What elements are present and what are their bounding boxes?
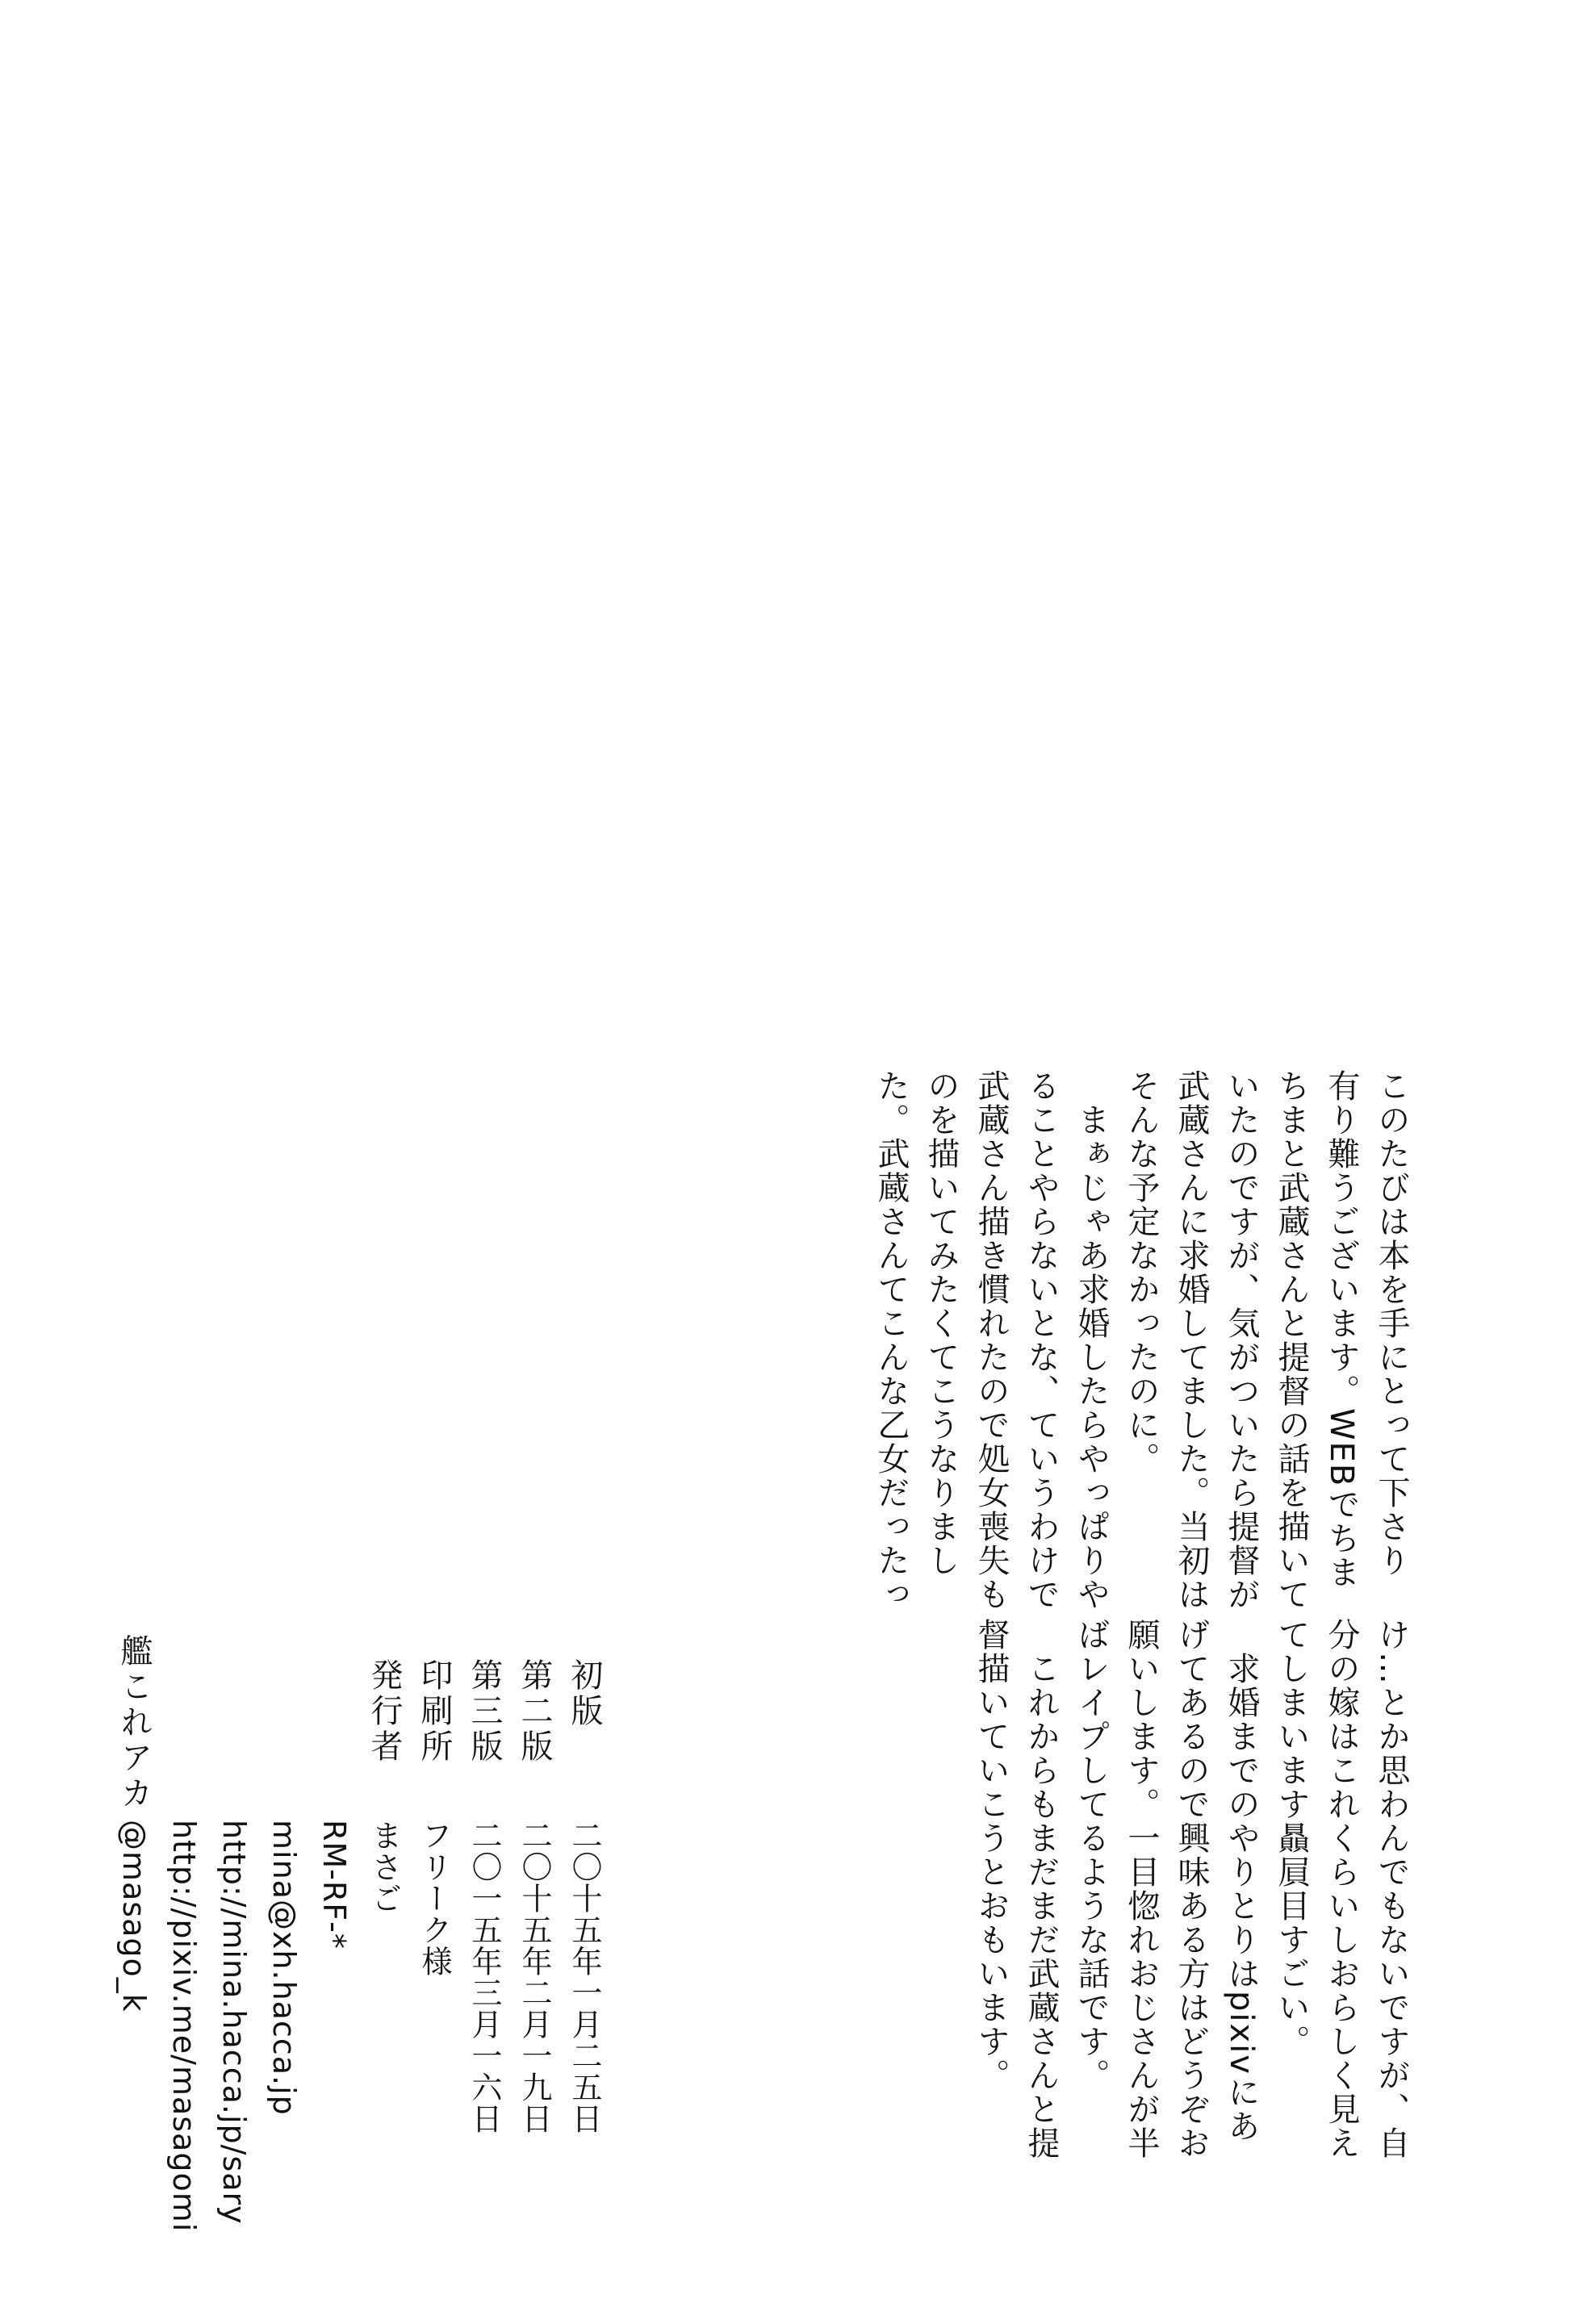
afterword-line: 願いします。一目惚れおじさんが半 — [1123, 1618, 1160, 2160]
publisher-label: 発行者 — [366, 1658, 403, 1765]
printer-value: フリーク様 — [416, 1820, 452, 1977]
afterword-line: ばレイプしてるような話です。 — [1073, 1618, 1110, 2092]
afterword-line: け…とか思わんでもないですが、自 — [1373, 1618, 1410, 2160]
afterword-line: 督描いていこうとおもいます。 — [973, 1618, 1010, 2092]
afterword-line: 求婚までのやりとりはpixivにあ — [1223, 1618, 1260, 2143]
circle-name: RM-RF-* — [316, 1820, 352, 1950]
email-address: mina@xh.hacca.jp — [266, 1820, 302, 2116]
afterword-line: ることやらないとな、ていうわけで — [1023, 1069, 1060, 1611]
first-edition-label: 初版 — [566, 1658, 603, 1729]
afterword-line: いたのですが、気がついたら提督が — [1223, 1069, 1260, 1611]
site-url: http://mina.hacca.jp/sary — [216, 1820, 252, 2225]
second-edition-date: 二〇十五年二月一九日 — [517, 1820, 552, 2134]
third-edition-date: 二〇一五年三月一六日 — [466, 1820, 502, 2134]
book-title: 艦これアカ — [115, 1634, 153, 1812]
afterword-line: 武蔵さんに求婚してました。当初は — [1173, 1069, 1210, 1611]
pixiv-url: http://pixiv.me/masagomi — [166, 1820, 202, 2233]
printer-label: 印刷所 — [416, 1658, 453, 1765]
first-edition-date: 二〇十五年一月二五日 — [567, 1820, 602, 2134]
afterword-line: まぁじゃあ求婚したらやっぱりや — [1073, 1069, 1110, 1611]
afterword-line: 武蔵さん描き慣れたので処女喪失も — [973, 1069, 1010, 1611]
afterword-line: ちまと武蔵さんと提督の話を描いて — [1273, 1069, 1310, 1611]
afterword-line: そんな予定なかったのに。 — [1123, 1069, 1160, 1476]
afterword-line: た。武蔵さんてこんな乙女だったっ — [872, 1069, 910, 1611]
second-edition-label: 第二版 — [516, 1658, 553, 1765]
third-edition-label: 第三版 — [466, 1658, 503, 1765]
afterword-line: 有り難うございます。WEBでちま — [1323, 1069, 1360, 1590]
afterword-line: このたびは本を手にとって下さり — [1373, 1069, 1410, 1578]
afterword-line: のを描いてみたくてこうなりまし — [923, 1069, 960, 1578]
publisher-value: まさご — [366, 1820, 402, 1914]
afterword-line: げてあるので興味ある方はどうぞお — [1173, 1618, 1210, 2160]
afterword-line: てしまいます贔屓目すごい。 — [1273, 1618, 1310, 2059]
afterword-line: これからもまだまだ武蔵さんと提 — [1023, 1618, 1060, 2160]
twitter-handle: @masago_k — [116, 1820, 152, 2013]
afterword-line: 分の嫁はこれくらいしおらしく見え — [1323, 1618, 1360, 2160]
